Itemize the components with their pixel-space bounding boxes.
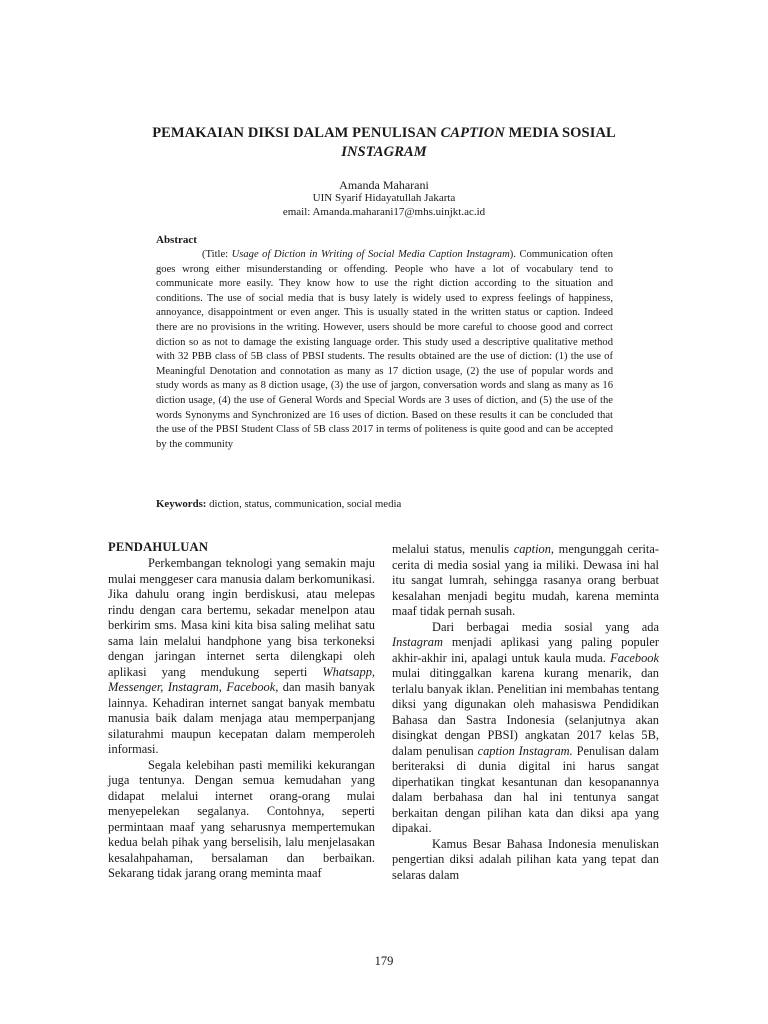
right-p2-text-c: mulai ditinggalkan karena kurang menarik, dan terlalu banyak iklan. Penelitian ini membahas tentang diksi yang digunakan oleh mahasiswa Pendidikan Bahasa dan Sastra Indonesia (selanjutnya akan disingkat dengan PBSI) angkatan 2017 kelas 5B, dalam penulisan (392, 666, 659, 758)
author-affiliation: UIN Syarif Hidayatullah Jakarta (312, 192, 456, 204)
left-paragraph-2: Segala kelebihan pasti memiliki kekurangan juga tentunya. Dengan semua kemudahan yang didapat melalui internet orang-orang mulai menyepelekan segalanya. Contohnya, seperti permintaan maaf yang seharusnya mempertemukan kedua belah pihak yang berselisih, lalu menjelasakan kesalahpahaman, bersalaman dan berbaikan. Sekarang tidak jarang orang meminta maaf (108, 757, 375, 880)
right-p1-text-a: melalui status, menulis (392, 542, 514, 556)
title-italic-instagram: INSTAGRAM (341, 144, 427, 160)
author-email: email: Amanda.maharani17@mhs.uinjkt.ac.id (282, 206, 486, 218)
keywords-label: Keywords: (156, 498, 207, 510)
right-paragraph-1 (392, 542, 659, 620)
right-p2-text-b: menjadi aplikasi yang paling populer akhir-akhir ini, apalagi untuk kaula muda. (392, 635, 659, 665)
left-p1-text-b: dan masih banyak lainnya. Kehadiran internet sangat banyak membatu manusia baik dalam menjaga atau memperpanjang silaturahmi maupun kecepatan dalam memperoleh informasi. (108, 680, 375, 756)
title-part-2: MEDIA SOSIAL (504, 125, 616, 141)
right-p2-caption-instagram: caption Instagram. (477, 743, 573, 758)
right-p2-instagram: Instagram (392, 635, 443, 649)
abstract-heading: Abstract (156, 234, 197, 246)
keywords-text: diction, status, communication, social media (206, 498, 402, 510)
author-name: Amanda Maharani (339, 178, 429, 192)
abstract-text: ). Communication often goes wrong either misunderstanding or offending. People who have a lot of vocabulary tend to communicate more easily. They know how to use the right diction according to the situation and conditions. The use of social media that is busy lately is widely used to express feelings of happiness, annoyance, disappointment or even anger. This is usually stated in the written status or caption. Indeed there are no provisions in the writing. However, users should be more careful to choose good and correct diction so as not to damage the existing language order. This study used a descriptive qualitative method with 32 PBB class of 5B class of PBSI students. The results obtained are the use of diction: (1) the use of Meaningful Denotation and connotation as many as 17 diction usage, (2) the use of popular words and study words as many as 8 diction usage, (3) the use of jargon, conversation words and slang as many as 16 diction usage, (4) the use of General Words and Special Words are 3 uses of diction, and (5) the use of the words Synonyms and Synchronized are 16 uses of diction. Based on these results it can be concluded that the use of the PBSI Student Class of 5B class 2017 in terms of politeness is quite good and can be accepted by the community (156, 249, 613, 450)
left-p1-text-a: Perkembangan teknologi yang semakin maju mulai menggeser cara manusia dalam berkomunikasi. Jika dahulu orang ingin berdiskusi, atau melepas rindu dengan cara bertemu, sekadar menelpon atau berkirim sms. Masa kini kita bisa saling melihat satu sama lain melalui handphone yang bisa terkoneksi dengan jaringan internet serta dilengkapi oleh aplikasi yang mendukung seperti (108, 556, 375, 679)
keywords (156, 497, 401, 511)
abstract-lead: (Title: (202, 249, 232, 260)
title-part-1: PEMAKAIAN DIKSI DALAM PENULISAN (152, 125, 441, 141)
page-number: 179 (374, 954, 394, 968)
right-paragraph-3: Kamus Besar Bahasa Indonesia menuliskan pengertian diksi adalah pilihan kata yang tepat dan selaras dalam (392, 836, 659, 882)
paper-title (110, 124, 658, 162)
right-p2-text-d: Penulisan dalam beriteraksi di dunia digital ini harus sangat diperhatikan tingkat kesantunan dan kesopanannya dalam berbahasa dan hal ini tentunya sangat berkaitan dengan pilihan kata dan diksi apa yang dipakai. (392, 743, 659, 835)
right-column (392, 542, 659, 883)
abstract-title-italic: Usage of Diction in Writing of Social Media Caption Instagram (231, 249, 510, 260)
left-paragraph-1 (108, 556, 375, 758)
right-p1-text-b: , mengunggah cerita-cerita di media sosial yang ia miliki. Dewasa ini hal itu sangat lumrah, sehingga rasanya orang berbuat kesalahan menjadi begitu mudah, karena meminta maaf tidak pernah susah. (392, 542, 659, 618)
left-column (108, 540, 375, 882)
right-paragraph-2 (392, 620, 659, 837)
left-p1-apps: Whatsapp, Messenger, Instagram, Facebook, (108, 664, 375, 694)
section-heading: PENDAHULUAN (108, 540, 209, 554)
abstract-body (156, 248, 613, 452)
title-italic-caption: CAPTION (440, 125, 505, 141)
right-p1-caption: caption (513, 542, 551, 556)
right-p2-text-a: Dari berbagai media sosial yang ada (432, 619, 659, 634)
right-p2-facebook: Facebook (610, 650, 659, 665)
